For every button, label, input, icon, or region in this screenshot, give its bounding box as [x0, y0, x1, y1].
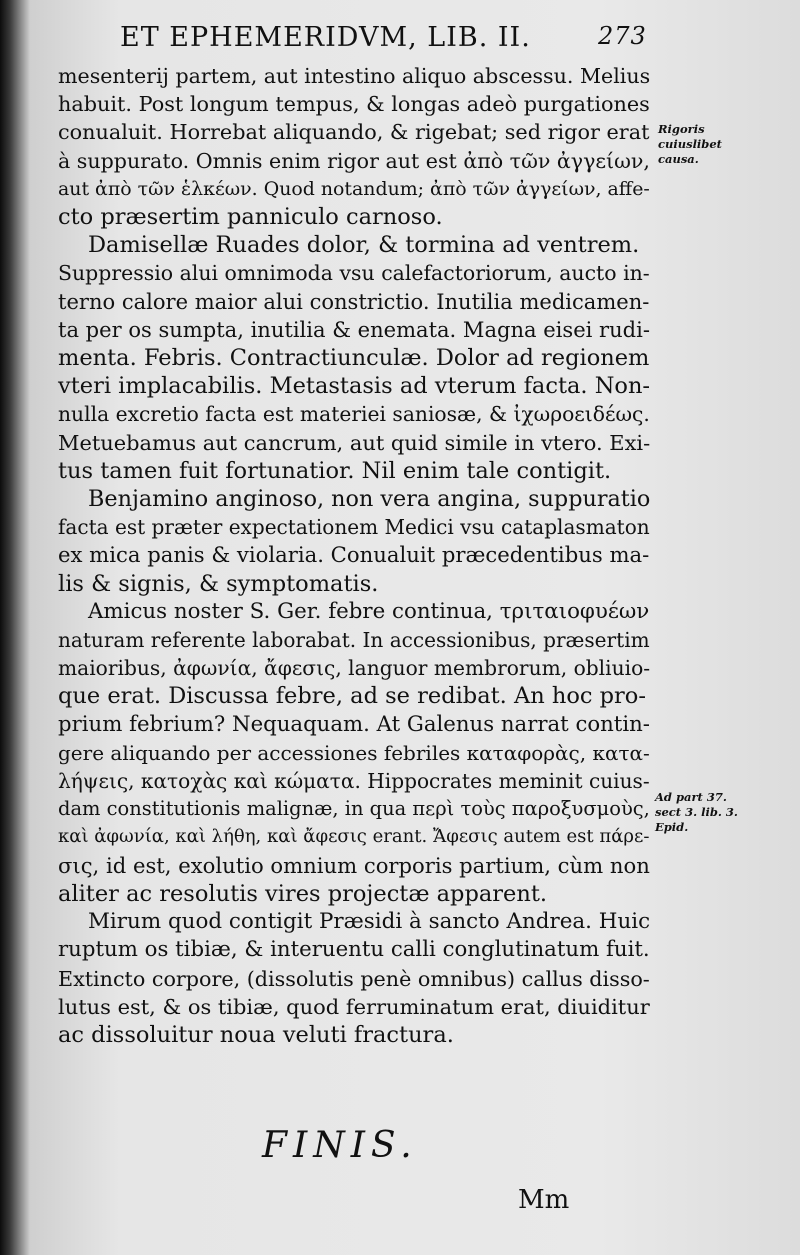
text-line: que erat. Discussa febre, ad se redibat. An hoc pro- [58, 683, 646, 710]
text-line: lutus est, & os tibiæ, quod ferruminatum erat, diuiditur [58, 994, 650, 1019]
text-line: Extincto corpore, (dissolutis penè omnibus) callus disso- [58, 966, 650, 991]
text-line: gere aliquando per accessiones febriles καταφορὰς, κατα- [58, 740, 650, 765]
text-line: ex mica panis & violaria. Conualuit præcedentibus ma- [58, 542, 650, 568]
paragraph-start-line: Amicus noster S. Ger. febre continua, τριταιοφυέων [88, 598, 650, 624]
text-line: à suppurato. Omnis enim rigor aut est ἀπὸ τῶν ἀγγείων, [58, 148, 650, 173]
text-line: ta per os sumpta, inutilia & enemata. Magna eisei rudi- [58, 316, 650, 342]
paragraph-start-line: Benjamino anginoso, non vera angina, suppuratio [88, 486, 651, 513]
text-line: σις, id est, exolutio omnium corporis partium, cùm non [58, 852, 650, 878]
margin-note-reference: Ad part 37. sect 3. lib. 3. Epid. [655, 790, 738, 834]
text-line: lis & signis, & symptomatis. [58, 570, 379, 597]
text-line: terno calore maior alui constrictio. Inutilia medicamen- [58, 288, 650, 314]
margin-note-rigor: Rigoris cuiuslibet causa. [658, 122, 722, 166]
text-line: aliter ac resolutis vires projectæ apparent. [58, 880, 548, 907]
running-header [120, 22, 647, 53]
finis-text: FINIS. [262, 1125, 418, 1166]
text-line: καὶ ἀφωνία, καὶ λήθη, καὶ ἄφεσις erant. Ἄφεσις autem est πάρε- [58, 826, 650, 848]
text-line: dam constitutionis malignæ, in qua περὶ τοὺς παροξυσμοὺς, [58, 797, 650, 821]
text-line: aut ἀπὸ τῶν ἑλκέων. Quod notandum; ἀπὸ τῶν ἀγγείων, affe- [58, 177, 650, 200]
text-line: mesenterij partem, aut intestino aliquo abscessu. Melius [58, 64, 651, 88]
text-line: tus tamen fuit fortunatior. Nil enim tale contigit. [58, 457, 612, 484]
body-text [58, 62, 650, 1049]
signature-mark: Mm [518, 1185, 570, 1215]
running-title: ET EPHEMERIDVM, LIB. II. [120, 22, 531, 53]
text-line: λήψεις, κατοχὰς καὶ κώματα. Hippocrates meminit cuius- [58, 769, 650, 794]
text-line: facta est præter expectationem Medici vsu cataplasmaton [58, 515, 650, 540]
text-line: naturam referente laborabat. In accessionibus, præsertim [58, 628, 650, 653]
text-line: nulla excretio facta est materiei saniosæ, & ἰχωροειδέως. [58, 402, 650, 427]
paragraph-start-line: Damisellæ Ruades dolor, & tormina ad ventrem. [88, 232, 640, 259]
text-line: ruptum os tibiæ, & interuentu calli conglutinatum fuit. [58, 937, 650, 963]
text-line: habuit. Post longum tempus, & longas adeò purgationes [58, 92, 650, 117]
text-line: cto præsertim panniculo carnoso. [58, 204, 443, 231]
text-line: Metuebamus aut cancrum, aut quid simile in vtero. Exi- [58, 430, 651, 455]
text-line: maioribus, ἀφωνία, ἄφεσις, languor membrorum, obliuio- [58, 656, 651, 681]
text-line: conualuit. Horrebat aliquando, & rigebat; sed rigor erat [58, 120, 650, 145]
paragraph-start-line: Mirum quod contigit Præsidi à sancto Andrea. Huic [88, 909, 651, 935]
text-line: vteri implacabilis. Metastasis ad vterum facta. Non- [58, 373, 651, 400]
text-line: Suppressio alui omnimoda vsu calefactoriorum, aucto in- [58, 261, 650, 286]
text-line: menta. Febris. Contractiunculæ. Dolor ad regionem [58, 345, 650, 372]
text-line: prium febrium? Nequaquam. At Galenus narrat contin- [58, 711, 650, 737]
page-number: 273 [598, 22, 647, 50]
text-line: ac dissoluitur noua veluti fractura. [58, 1021, 454, 1048]
